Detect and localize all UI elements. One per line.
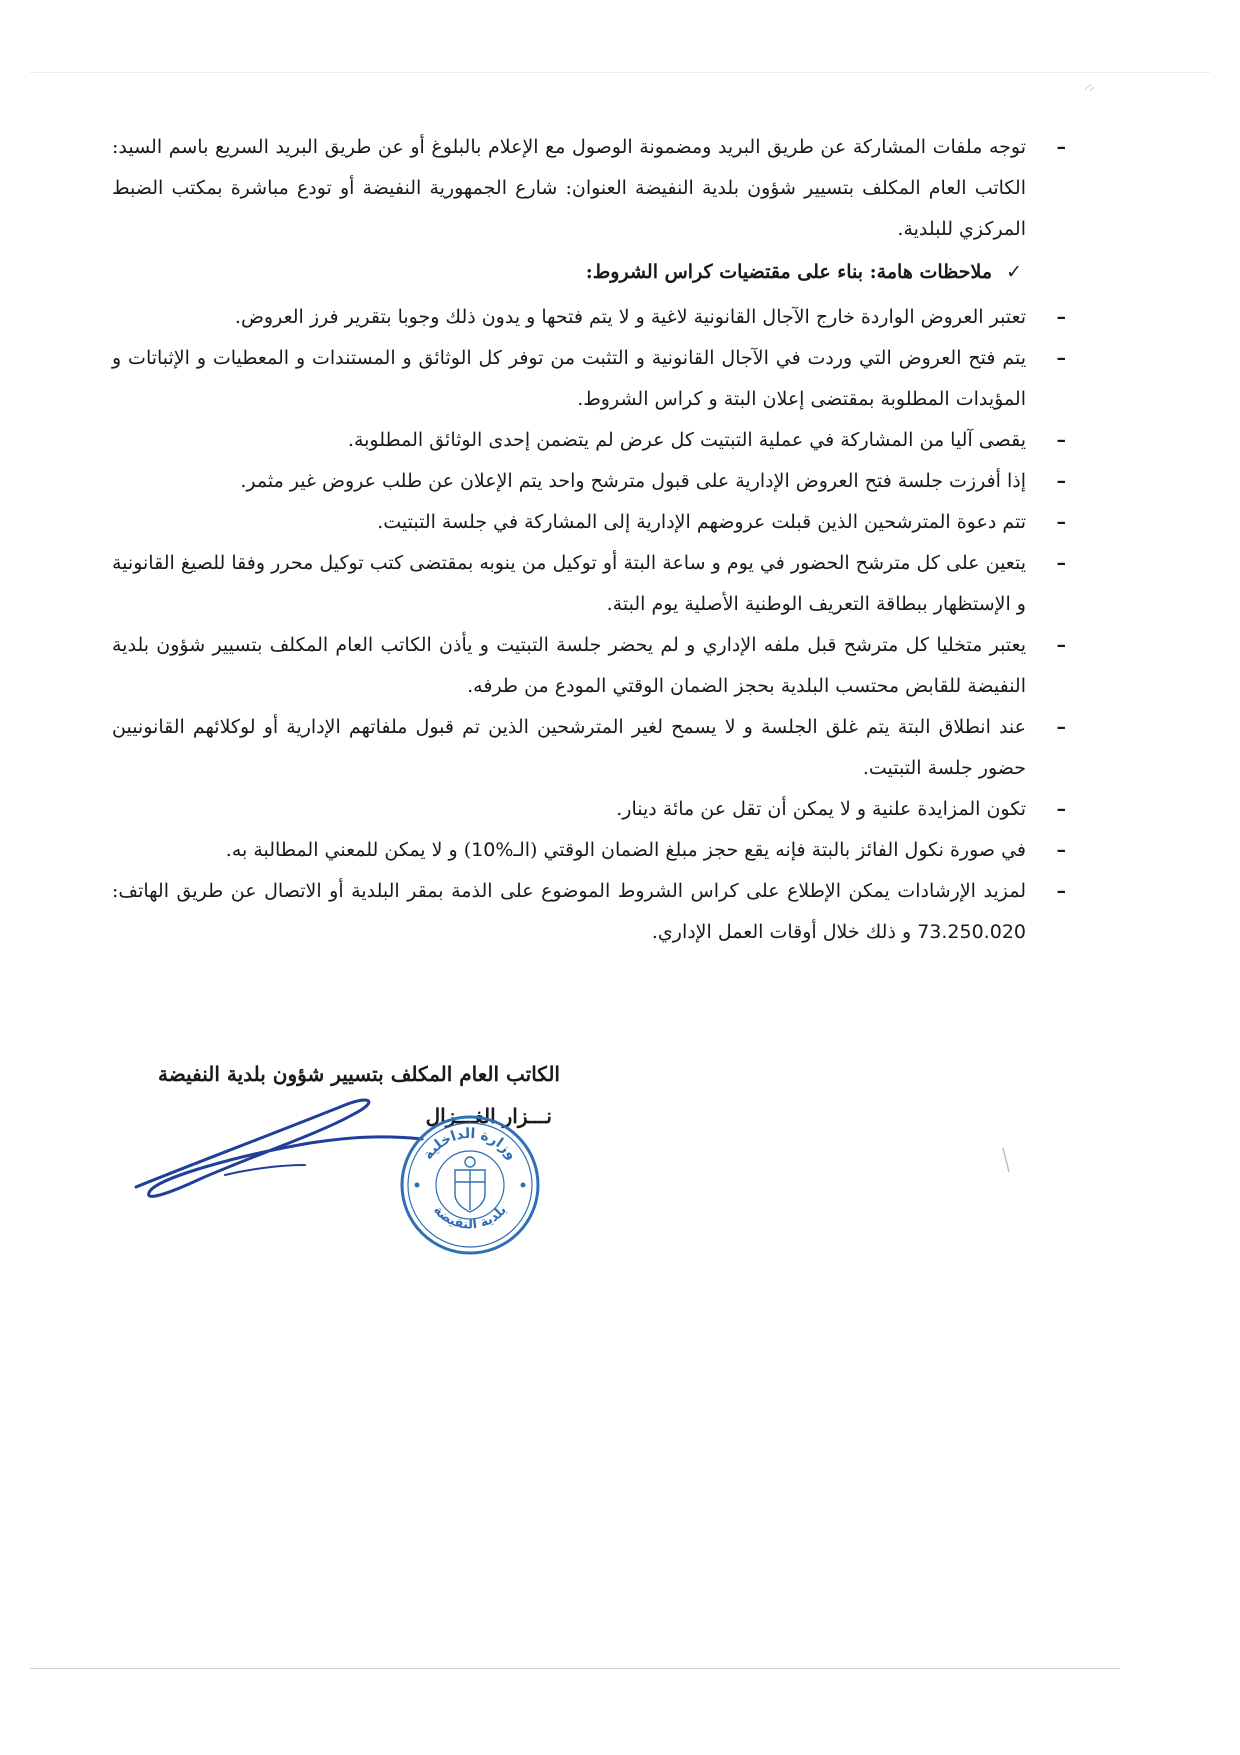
note-item	[112, 338, 1072, 420]
note-item	[112, 543, 1072, 625]
note-text: يقصى آليا من المشاركة في عملية التبتيت كل عرض لم يتضمن إحدى الوثائق المطلوبة.	[347, 429, 1026, 451]
notes-heading-text: ملاحظات هامة: بناء على مقتضيات كراس الشروط:	[585, 261, 992, 283]
note-item	[112, 420, 1072, 461]
signatory-name: نـــزار الغـــزال	[425, 1104, 552, 1128]
bullet-dash: –	[1056, 429, 1066, 451]
scan-mark	[1000, 1146, 1012, 1176]
note-text: يعتبر متخليا كل مترشح قبل ملفه الإداري و لم يحضر جلسة التبتيت و يأذن الكاتب العام المكلف بتسيير شؤون بلدية النفيضة للقابض محتسب البلدية بحجز الضمان الوقتي المودع من طرفه.	[112, 634, 1026, 697]
note-item	[112, 461, 1072, 502]
note-text: عند انطلاق البتة يتم غلق الجلسة و لا يسمح لغير المترشحين الذين تم قبول ملفاتهم الإدارية أو لوكلائهم القانونيين حضور جلسة التبتيت.	[112, 716, 1027, 779]
phone-number: 73.250.020	[917, 921, 1026, 943]
bullet-dash: –	[1056, 136, 1066, 158]
stamp-bottom-text: بلدية النفيضة	[430, 1202, 510, 1233]
bullet-dash: –	[1056, 306, 1066, 328]
guarantee-percent: 10%	[471, 839, 514, 861]
bullet-dash: –	[1056, 511, 1066, 533]
handwritten-signature	[130, 1095, 430, 1210]
check-icon: ✓	[1006, 261, 1022, 283]
official-stamp	[395, 1110, 545, 1260]
scan-mark	[1083, 80, 1097, 94]
bullet-dash: –	[1056, 716, 1066, 738]
bullet-dash: –	[1056, 634, 1066, 656]
guarantee-text-before: في صورة نكول الفائز بالبتة فإنه يقع حجز مبلغ الضمان الوقتي (الـ	[513, 839, 1026, 861]
note-text: إذا أفرزت جلسة فتح العروض الإدارية على قبول مترشح واحد يتم الإعلان عن طلب عروض غير مثمر.	[240, 470, 1026, 492]
stamp-top-text: وزارة الداخلية	[420, 1125, 520, 1163]
note-item	[112, 625, 1072, 707]
bullet-dash: –	[1056, 880, 1066, 902]
bullet-dash: –	[1056, 798, 1066, 820]
notes-heading	[112, 252, 1072, 293]
note-text: تتم دعوة المترشحين الذين قبلت عروضهم الإدارية إلى المشاركة في جلسة التبتيت.	[377, 511, 1026, 533]
note-text: يتعين على كل مترشح الحضور في يوم و ساعة البتة أو توكيل من ينوبه بمقتضى كتب توكيل محرر وفقا للصيغ القانونية و الإستظهار ببطاقة التعريف الوطنية الأصلية يوم البتة.	[112, 552, 1026, 615]
note-text: يتم فتح العروض التي وردت في الآجال القانونية و التثبت من توفر كل الوثائق و المستندات و المعطيات و الإثباتات و المؤيدات المطلوبة بمقتضى إعلان البتة و كراس الشروط.	[112, 347, 1026, 410]
intro-item	[112, 127, 1072, 250]
info-text-before: لمزيد الإرشادات يمكن الإطلاع على كراس الشروط الموضوع على الذمة بمقر البلدية أو الاتصال عن طريق الهاتف:	[112, 880, 1026, 902]
bullet-dash: –	[1056, 347, 1066, 369]
info-text-after: و ذلك خلال أوقات العمل الإداري.	[651, 921, 912, 943]
note-item	[112, 789, 1072, 830]
note-text: تعتبر العروض الواردة خارج الآجال القانونية لاغية و لا يتم فتحها و يدون ذلك وجوبا بتقرير فرز العروض.	[234, 306, 1026, 328]
info-item	[112, 871, 1072, 953]
bullet-dash: –	[1056, 552, 1066, 574]
signatory-title: الكاتب العام المكلف بتسيير شؤون بلدية النفيضة	[158, 1062, 560, 1086]
note-item	[112, 297, 1072, 338]
scan-edge-bottom	[30, 1668, 1120, 1669]
intro-text: توجه ملفات المشاركة عن طريق البريد ومضمونة الوصول مع الإعلام بالبلوغ أو عن طريق البريد السريع باسم السيد: الكاتب العام المكلف بتسيير شؤون بلدية النفيضة العنوان: شارع الجمهورية النفيضة أو تودع مباشرة بمكتب الضبط المركزي للبلدية.	[112, 136, 1026, 240]
bullet-dash: –	[1056, 839, 1066, 861]
note-item	[112, 502, 1072, 543]
note-item	[112, 707, 1072, 789]
note-text: تكون المزايدة علنية و لا يمكن أن تقل عن مائة دينار.	[616, 798, 1026, 820]
document-body	[112, 127, 1072, 953]
bullet-dash: –	[1056, 470, 1066, 492]
emblem-icon	[455, 1157, 485, 1212]
scan-edge-top	[30, 72, 1210, 73]
guarantee-text-after: ) و لا يمكن للمعني المطالبة به.	[225, 839, 472, 861]
guarantee-item	[112, 830, 1072, 871]
